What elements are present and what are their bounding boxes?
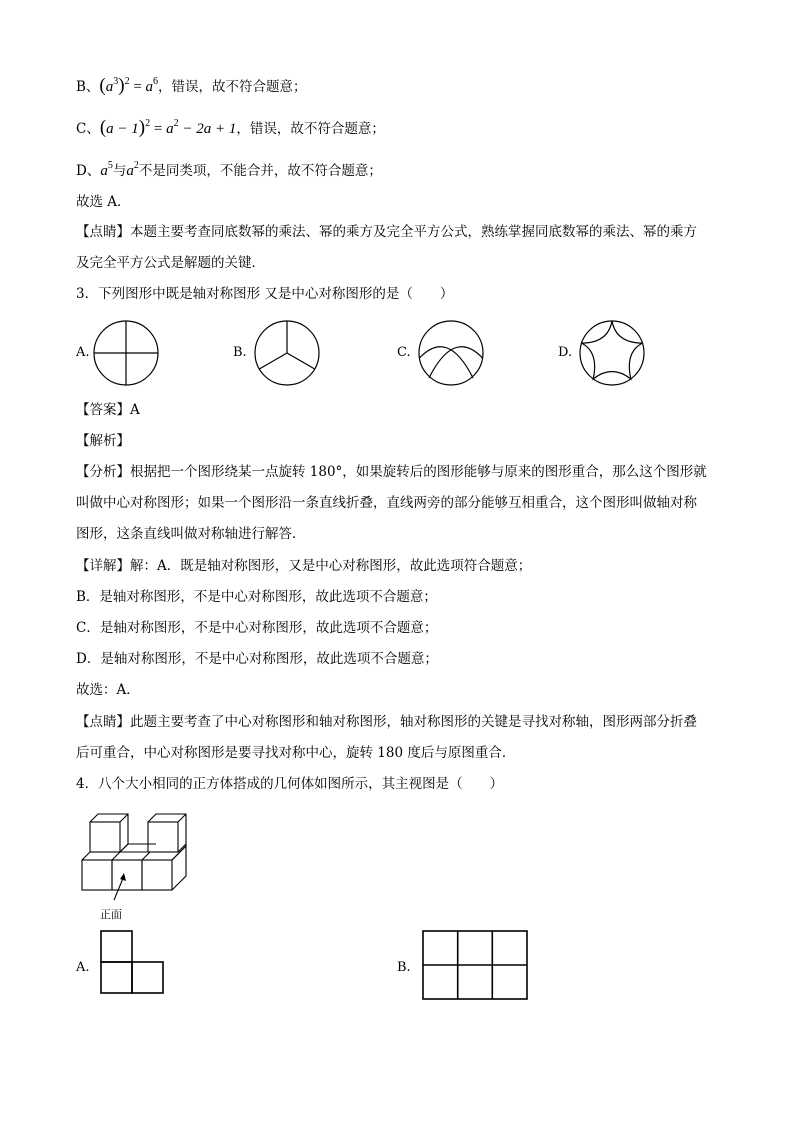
q4-figure-b-grid: [422, 930, 528, 1000]
q3-figure-d-circle-star: [579, 320, 645, 386]
line-answer: 【答案】A: [76, 402, 140, 418]
q3-figure-c-circle-arcs: [418, 320, 484, 386]
q3-figure-b-circle-three-sectors: [254, 320, 320, 386]
option-d-prefix: D、: [76, 163, 101, 179]
q3-option-c-label: C.: [397, 345, 411, 360]
option-c-tail: ，错误，故不符合题意；: [236, 121, 385, 137]
math-c-expression: $(a - 1)^2 = a^2 - 2a + 1$: [99, 117, 237, 138]
option-b-prefix: B、: [76, 79, 100, 95]
option-d-tail: 不是同类项，不能合并，故不符合题意；: [138, 163, 382, 179]
line-detail-b: B．是轴对称图形，不是中心对称图形，故此选项不合题意；: [76, 589, 437, 605]
line-choose: 故选：A．: [76, 682, 140, 698]
math-d-term-2: $a^2$: [126, 160, 139, 179]
line-option-b-power: [76, 72, 307, 97]
q3-option-d-label: D.: [558, 345, 573, 360]
line-analysis-3: 图形，这条直线叫做对称轴进行解答．: [76, 526, 306, 542]
line-comment-4: 后可重合，中心对称图形是要寻找对称中心，旋转 180 度后与原图重合．: [76, 745, 516, 761]
question-4-text: 4．八个大小相同的正方体搭成的几何体如图所示，其主视图是（ ）: [76, 776, 504, 792]
line-detail-d: D．是轴对称图形，不是中心对称图形，故此选项不合题意；: [76, 651, 438, 667]
line-analysis-1: 【分析】根据把一个图形绕某一点旋转 180°，如果旋转后的图形能够与原来的图形重合，那么这个图形就: [76, 464, 707, 480]
line-comment-1: 【点睛】本题主要考查同底数幂的乘法、幂的乘方及完全平方公式，熟练掌握同底数幂的乘法、幂的乘方: [76, 224, 697, 240]
question-3-text: 3．下列图形中既是轴对称图形 又是中心对称图形的是（ ）: [76, 286, 454, 302]
line-answer-choice: 故选 A．: [76, 194, 131, 210]
q4-figure-a-l-shape: [100, 930, 164, 994]
option-b-tail: ，错误，故不符合题意；: [158, 79, 307, 95]
q4-cubes-figure: [78, 810, 188, 910]
line-option-c-square: [76, 114, 385, 139]
line-comment-3: 【点睛】此题主要考查了中心对称图形和轴对称图形，轴对称图形的关键是寻找对称轴，图形两部分折叠: [76, 714, 697, 730]
line-analysis-heading: 【解析】: [76, 433, 130, 449]
q3-option-b-label: B.: [233, 345, 247, 360]
q4-front-view-label: 正面: [100, 908, 122, 921]
line-option-d-terms: [76, 156, 382, 181]
q4-option-b-label: B.: [397, 960, 411, 975]
line-comment-2: 及完全平方公式是解题的关键．: [76, 255, 265, 271]
math-d-term-1: $a^5$: [100, 160, 113, 179]
math-b-expression: $(a^3)^2 = a^6$: [99, 75, 159, 96]
option-d-mid: 与: [112, 163, 127, 179]
q3-option-a-label: A.: [76, 345, 90, 360]
q4-option-a-label: A.: [76, 960, 90, 975]
line-detail-a: 【详解】解：A．既是轴对称图形，又是中心对称图形，故此选项符合题意；: [76, 558, 532, 574]
q3-figure-a-circle-cross: [93, 320, 159, 386]
line-analysis-2: 叫做中心对称图形；如果一个图形沿一条直线折叠，直线两旁的部分能够互相重合，这个图形叫做轴对称: [76, 495, 697, 511]
line-detail-c: C．是轴对称图形，不是中心对称图形，故此选项不合题意；: [76, 620, 438, 636]
option-c-prefix: C、: [76, 121, 100, 137]
